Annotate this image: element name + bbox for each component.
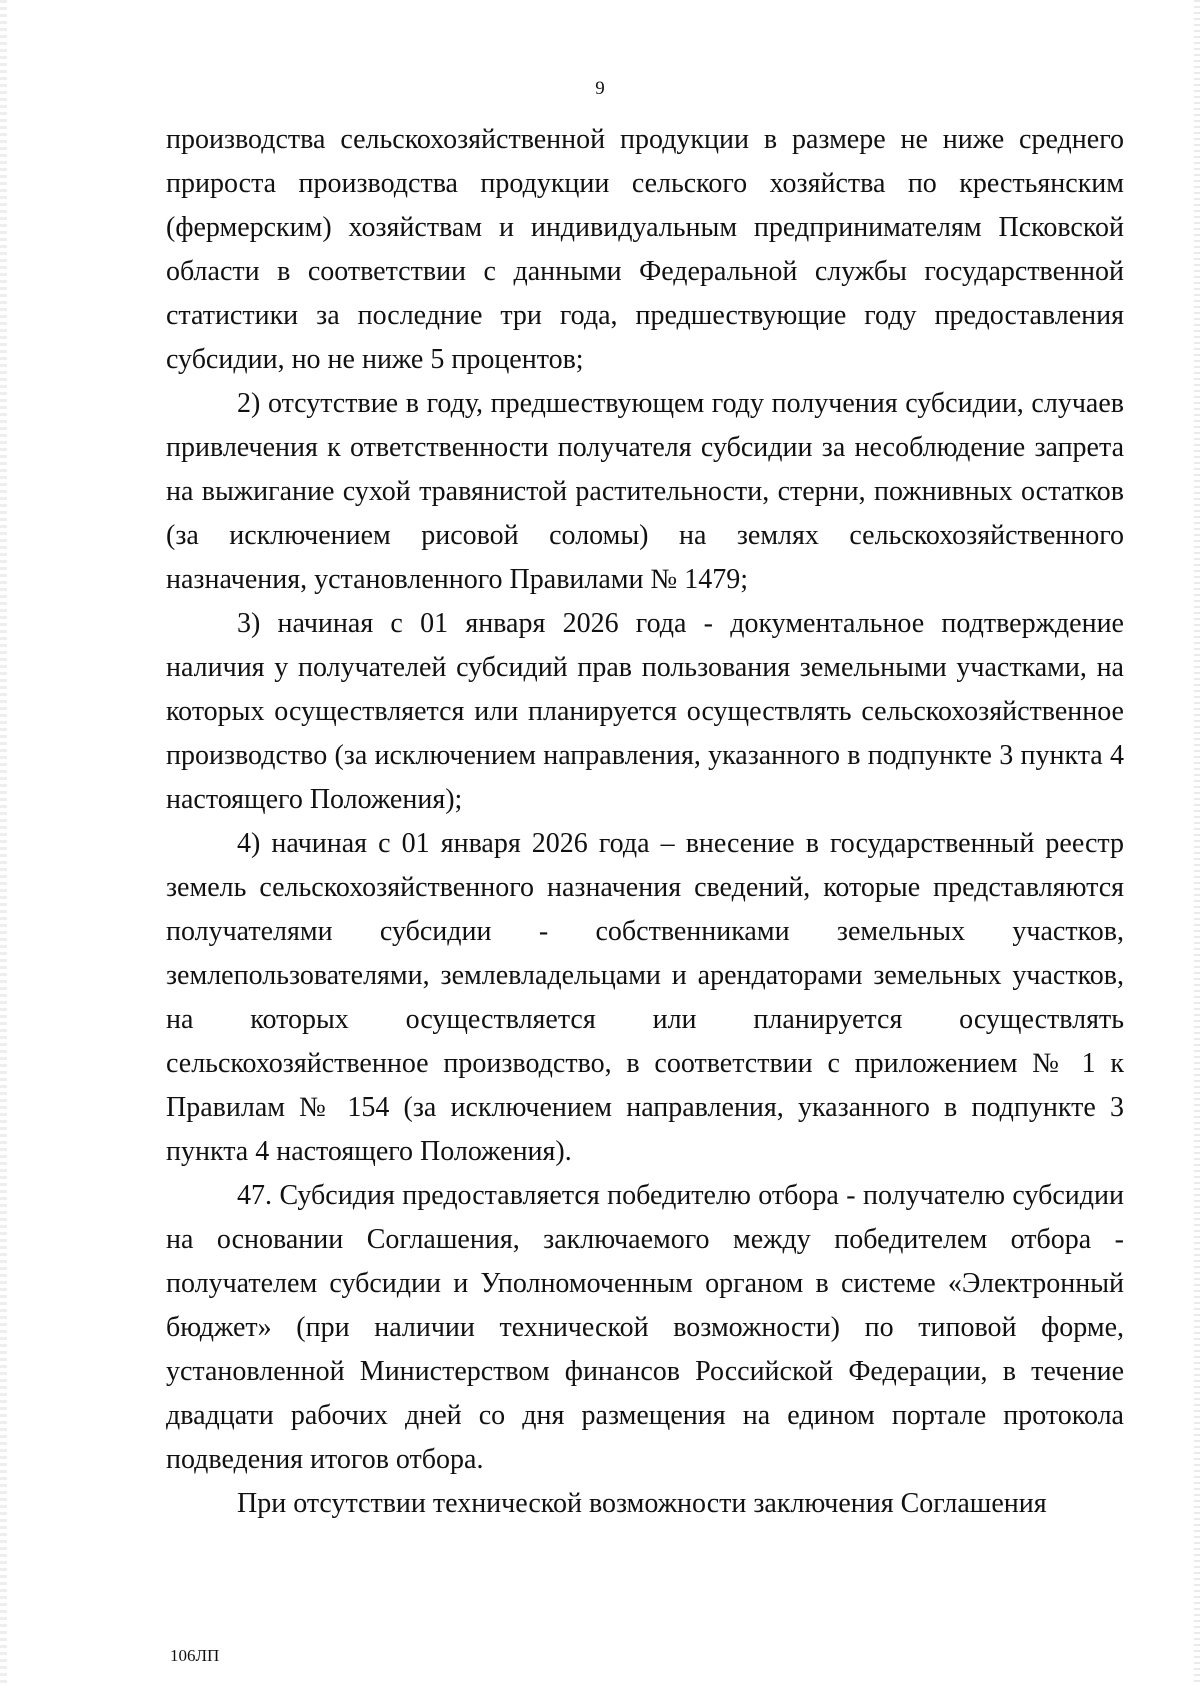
paragraph-clause-47: 47. Субсидия предоставляется победителю отбора - получателю субсидии на основании Соглашения, заключаемого между победителем отбора - получателем субсидии и Уполномоченным органом в системе «Электронный бюджет» (при наличии технической возможности) по типовой форме, установленной Министерством финансов Российской Федерации, в течение двадцати рабочих дней со дня размещения на едином портале протокола подведения итогов отбора. bbox=[166, 1180, 1124, 1475]
page-number: 9 bbox=[595, 78, 605, 99]
paragraph-item-3: 3) начиная с 01 января 2026 года - документальное подтверждение наличия у получателей субсидий прав пользования земельными участками, на которых осуществляется или планируется осуществлять сельскохозяйственное производство (за исключением направления, указанного в подпункте 3 пункта 4 настоящего Положения); bbox=[166, 608, 1124, 815]
paragraph-no-technical-possibility: При отсутствии технической возможности заключения Соглашения bbox=[237, 1488, 1047, 1519]
document-body bbox=[166, 118, 1124, 1526]
document-code: 106ЛП bbox=[170, 1646, 220, 1665]
paragraph-item-2: 2) отсутствие в году, предшествующем году получения субсидии, случаев привлечения к ответственности получателя субсидии за несоблюдение запрета на выжигание сухой травянистой растительности, стерни, пожнивных остатков (за исключением рисовой соломы) на землях сельскохозяйственного назначения, установленного Правилами № 1479; bbox=[166, 388, 1124, 595]
scan-edge-right bbox=[1194, 0, 1200, 1686]
paragraph-continuation: производства сельскохозяйственной продукции в размере не ниже среднего прироста производства продукции сельского хозяйства по крестьянским (фермерским) хозяйствам и индивидуальным предпринимателям Псковской области в соответствии с данными Федеральной службы государственной статистики за последние три года, предшествующие году предоставления субсидии, но не ниже 5 процентов; bbox=[166, 124, 1124, 375]
scan-edge-left bbox=[0, 0, 7, 1686]
paragraph-item-4: 4) начиная с 01 января 2026 года – внесение в государственный реестр земель сельскохозяйственного назначения сведений, которые представляются получателями субсидии - собственниками земельных участков, землепользователями, землевладельцами и арендаторами земельных участков, на которых осуществляется или планируется осуществлять сельскохозяйственное производство, в соответствии с приложением № 1 к Правилам № 154 (за исключением направления, указанного в подпункте 3 пункта 4 настоящего Положения). bbox=[166, 828, 1124, 1167]
